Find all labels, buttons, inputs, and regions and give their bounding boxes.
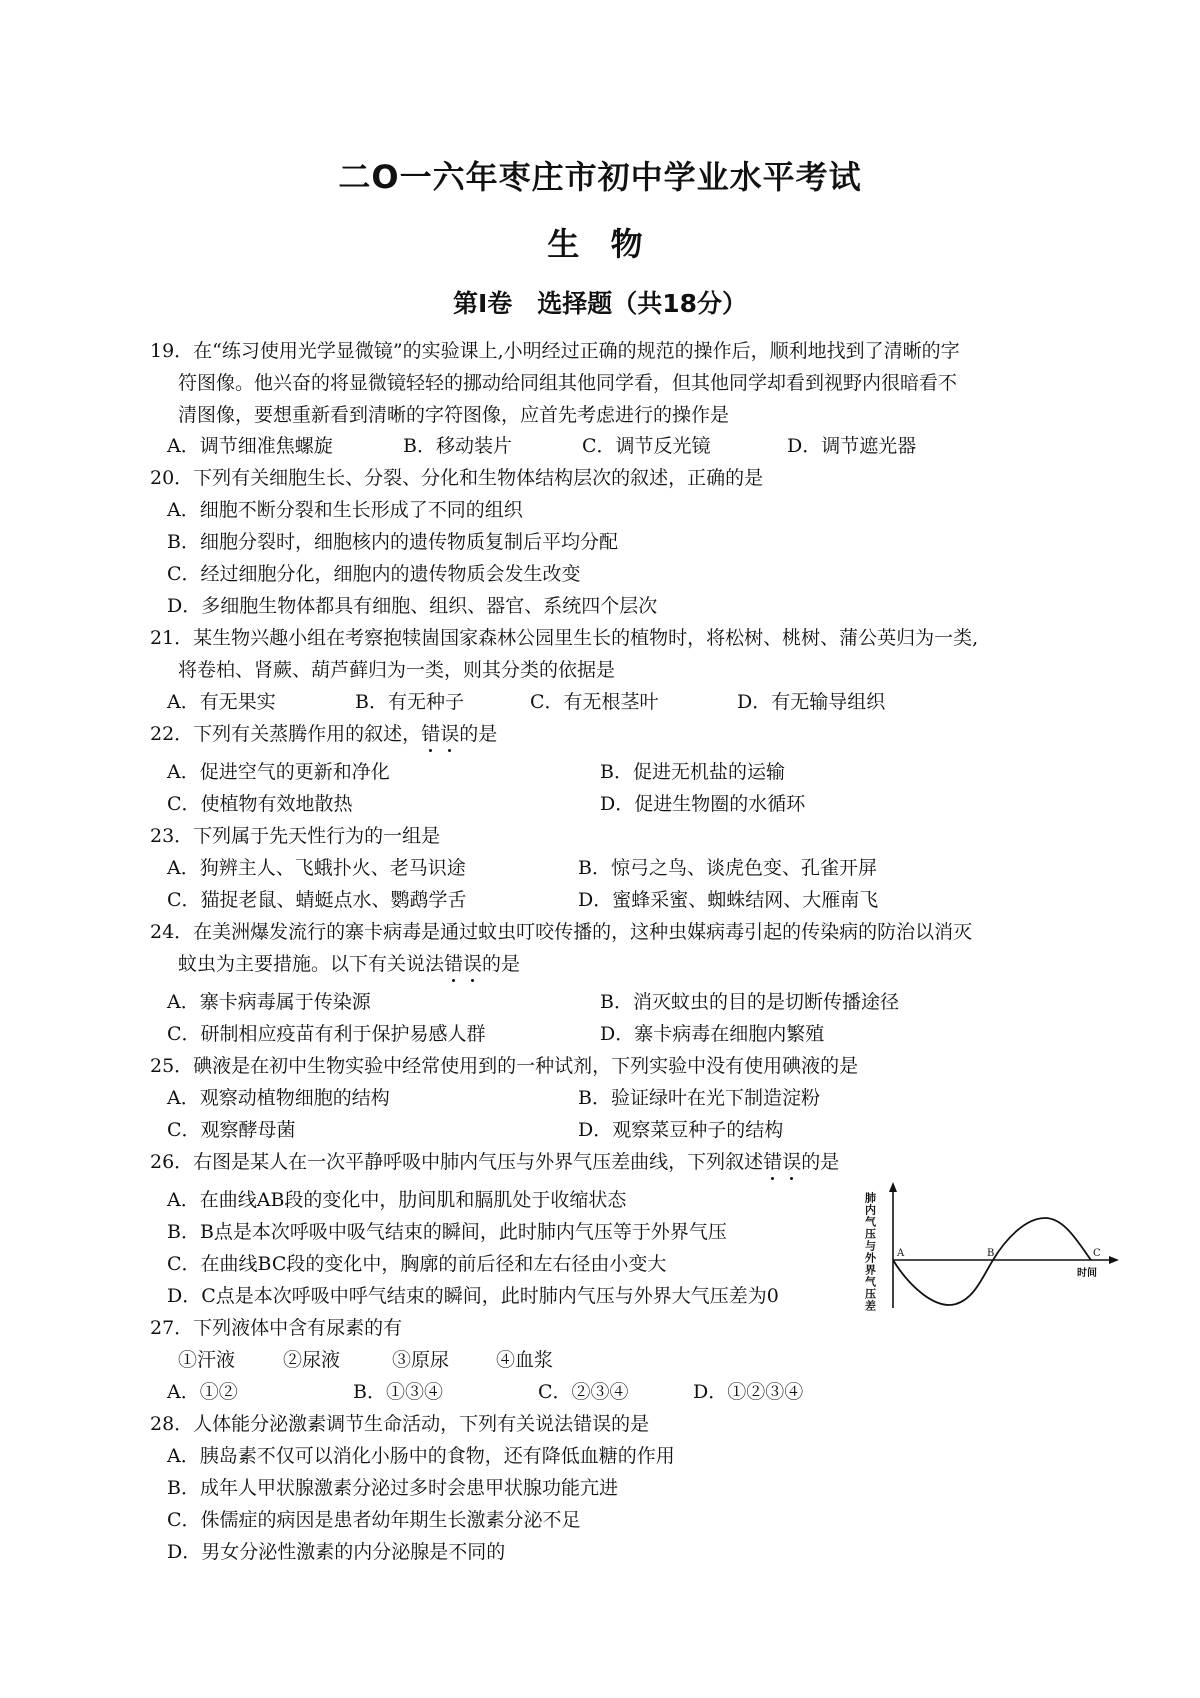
q28-option-c: C．侏儒症的病因是患者幼年期生长激素分泌不足 <box>167 1509 581 1531</box>
q25-option-c: C．观察酵母菌 <box>167 1119 296 1141</box>
q21-stem-line-1: 21．某生物兴趣小组在考察抱犊崮国家森林公园里生长的植物时，将松树、桃树、蒲公英归为一类, <box>150 627 979 649</box>
q19-stem-line-1: 19．在“练习使用光学显微镜”的实验课上,小明经过正确的规范的操作后，顺利地找到了清晰的字 <box>150 340 960 362</box>
q25-option-d: D．观察菜豆种子的结构 <box>578 1119 784 1141</box>
q22-option-c: C．使植物有效地散热 <box>167 793 353 815</box>
q25-option-a: A．观察动植物细胞的结构 <box>167 1087 390 1109</box>
point-b-label: B <box>987 1248 995 1259</box>
q21-option-d: D．有无输导组织 <box>737 691 886 713</box>
q23-stem: 23．下列属于先天性行为的一组是 <box>150 825 441 847</box>
q24-option-d: D．寨卡病毒在细胞内繁殖 <box>600 1023 825 1045</box>
q27-item-2: ②尿液 <box>283 1349 341 1371</box>
q24-option-a: A．寨卡病毒属于传染源 <box>167 991 371 1013</box>
q26-option-a: A．在曲线AB段的变化中，肋间肌和膈肌处于收缩状态 <box>167 1189 627 1211</box>
q24-stem-line-2 <box>178 952 520 976</box>
q22-stem-pre: 22．下列有关蒸腾作用的叙述， <box>150 723 422 745</box>
q24-emph-2: 误 <box>463 953 483 975</box>
q22-stem-post: 的是 <box>459 723 498 745</box>
exam-title: 二O一六年枣庄市初中学业水平考试 <box>338 158 862 196</box>
q28-option-a: A．胰岛素不仅可以消化小肠中的食物，还有降低血糖的作用 <box>167 1445 675 1467</box>
q23-option-c: C．猫捉老鼠、蜻蜓点水、鹦鹉学舌 <box>167 889 467 911</box>
q21-option-b: B．有无种子 <box>355 691 464 713</box>
q20-option-c: C．经过细胞分化，细胞内的遗传物质会发生改变 <box>167 563 581 585</box>
q21-option-c: C．有无根茎叶 <box>530 691 659 713</box>
pressure-curve-figure <box>865 1180 1121 1310</box>
q27-option-d: D．①②③④ <box>693 1381 804 1403</box>
q19-stem-line-2: 符图像。他兴奋的将显微镜轻轻的挪动给同组其他同学看，但其他同学却看到视野内很暗看不 <box>178 372 958 394</box>
point-c-label: C <box>1093 1248 1101 1259</box>
q20-option-a: A．细胞不断分裂和生长形成了不同的组织 <box>167 499 523 521</box>
q26-emph-1: 错 <box>763 1151 783 1173</box>
subject-title: 生 物 <box>547 225 653 263</box>
q19-option-b: B．移动装片 <box>403 435 512 457</box>
y-axis-arrow-icon <box>889 1182 897 1192</box>
q22-option-d: D．促进生物圈的水循环 <box>600 793 806 815</box>
pressure-curve <box>893 1218 1091 1305</box>
q28-option-b: B．成年人甲状腺激素分泌过多时会患甲状腺功能亢进 <box>167 1477 618 1499</box>
q21-stem-line-2: 将卷柏、肾蕨、葫芦藓归为一类，则其分类的依据是 <box>178 659 616 681</box>
q27-option-c: C．②③④ <box>538 1381 629 1403</box>
q24-stem-post: 的是 <box>482 953 521 975</box>
q26-emph-2: 误 <box>782 1151 802 1173</box>
q28-option-d: D．男女分泌性激素的内分泌腺是不同的 <box>167 1541 506 1563</box>
q27-item-1: ①汗液 <box>178 1349 236 1371</box>
q22-option-a: A．促进空气的更新和净化 <box>167 761 390 783</box>
q27-item-3: ③原尿 <box>392 1349 450 1371</box>
q20-option-d: D．多细胞生物体都具有细胞、组织、器官、系统四个层次 <box>167 595 658 617</box>
q22-emph-2: 误 <box>440 723 460 745</box>
q27-option-a: A．①② <box>167 1381 238 1403</box>
q19-option-c: C．调节反光镜 <box>582 435 711 457</box>
q27-item-4: ④血浆 <box>496 1349 554 1371</box>
q24-emph-1: 错 <box>444 953 464 975</box>
q28-stem: 28．人体能分泌激素调节生命活动，下列有关说法错误的是 <box>150 1413 650 1435</box>
q26-stem-post: 的是 <box>801 1151 840 1173</box>
q26-option-d: D．C点是本次呼吸中呼气结束的瞬间，此时肺内气压与外界大气压差为0 <box>167 1285 779 1307</box>
x-axis-arrow-icon <box>1109 1256 1119 1264</box>
q26-stem-pre: 26．右图是某人在一次平静呼吸中肺内气压与外界气压差曲线，下列叙述 <box>150 1151 764 1173</box>
q24-stem-line-1: 24．在美洲爆发流行的寨卡病毒是通过蚊虫叮咬传播的，这种虫媒病毒引起的传染病的防治以消灭 <box>150 921 973 943</box>
ylabel-text: 肺内气压与外界气压差 <box>863 1192 877 1312</box>
q24-option-b: B．消灭蚊虫的目的是切断传播途径 <box>600 991 899 1013</box>
q26-stem <box>150 1150 839 1174</box>
q23-option-b: B．惊弓之鸟、谈虎色变、孔雀开屏 <box>578 857 877 879</box>
q23-option-d: D．蜜蜂采蜜、蜘蛛结网、大雁南飞 <box>578 889 879 911</box>
q22-emph-1: 错 <box>421 723 441 745</box>
q25-stem: 25．碘液是在初中生物实验中经常使用到的一种试剂，下列实验中没有使用碘液的是 <box>150 1055 859 1077</box>
q24-stem-pre: 蚊虫为主要措施。以下有关说法 <box>178 953 445 975</box>
q21-option-a: A．有无果实 <box>167 691 276 713</box>
section-title: 第Ⅰ卷 选择题（共18分） <box>452 289 748 318</box>
q27-option-b: B．①③④ <box>353 1381 443 1403</box>
q26-option-c: C．在曲线BC段的变化中，胸廓的前后径和左右径由小变大 <box>167 1253 667 1275</box>
q19-stem-line-3: 清图像，要想重新看到清晰的字符图像，应首先考虑进行的操作是 <box>178 404 730 426</box>
point-a-label: A <box>897 1248 905 1259</box>
q20-stem: 20．下列有关细胞生长、分裂、分化和生物体结构层次的叙述，正确的是 <box>150 467 764 489</box>
q22-option-b: B．促进无机盐的运输 <box>600 761 785 783</box>
q27-stem: 27．下列液体中含有尿素的有 <box>150 1317 403 1339</box>
q26-option-b: B．B点是本次呼吸中吸气结束的瞬间，此时肺内气压等于外界气压 <box>167 1221 727 1243</box>
xlabel-text: 时间 <box>1077 1268 1097 1279</box>
q19-option-d: D．调节遮光器 <box>787 435 917 457</box>
q19-option-a: A．调节细准焦螺旋 <box>167 435 333 457</box>
q22-stem <box>150 722 497 746</box>
q20-option-b: B．细胞分裂时，细胞核内的遗传物质复制后平均分配 <box>167 531 618 553</box>
q25-option-b: B．验证绿叶在光下制造淀粉 <box>578 1087 820 1109</box>
q24-option-c: C．研制相应疫苗有利于保护易感人群 <box>167 1023 486 1045</box>
q23-option-a: A．狗辨主人、飞蛾扑火、老马识途 <box>167 857 466 879</box>
